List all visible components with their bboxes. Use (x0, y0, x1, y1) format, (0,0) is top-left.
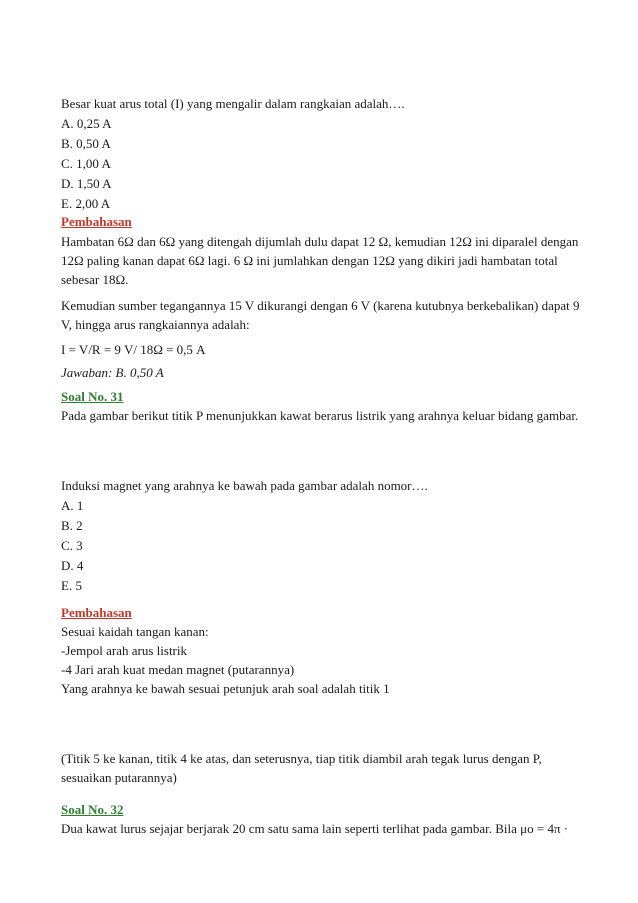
option-d: D. 4 (61, 558, 84, 573)
pembahasan-line: -Jempol arah arus listrik (61, 643, 187, 658)
pembahasan-line: Kemudian sumber tegangannya 15 V dikurangi dengan 6 V (karena kutubnya berkebalikan) dapat 9 (61, 298, 580, 313)
question-30-text: Besar kuat arus total (I) yang mengalir dalam rangkaian adalah…. (61, 96, 405, 111)
pembahasan-heading: Pembahasan (61, 214, 132, 229)
pembahasan-line: V, hingga arus rangkaiannya adalah: (61, 317, 250, 332)
pembahasan-line: -4 Jari arah kuat medan magnet (putarannya) (61, 662, 295, 677)
question-32-heading: Soal No. 32 (61, 802, 124, 817)
pembahasan-line: Hambatan 6Ω dan 6Ω yang ditengah dijumlah dulu dapat 12 Ω, kemudian 12Ω ini diparalel dengan (61, 234, 579, 249)
option-b: B. 2 (61, 518, 83, 533)
option-e: E. 5 (61, 578, 82, 593)
option-e: E. 2,00 A (61, 196, 111, 211)
question-32-intro: Dua kawat lurus sejajar berjarak 20 cm satu sama lain seperti terlihat pada gambar. Bila μo = 4π · (61, 821, 569, 836)
formula: I = V/R = 9 V/ 18Ω = 0,5 A (61, 342, 206, 357)
option-a: A. 1 (61, 498, 84, 513)
option-c: C. 3 (61, 538, 83, 553)
option-a: A. 0,25 A (61, 116, 112, 131)
pembahasan-heading: Pembahasan (61, 605, 132, 620)
pembahasan-note: (Titik 5 ke kanan, titik 4 ke atas, dan seterusnya, tiap titik diambil arah tegak lurus dengan P, (61, 751, 542, 766)
option-b: B. 0,50 A (61, 136, 111, 151)
answer: Jawaban: B. 0,50 A (61, 365, 164, 380)
question-31-heading: Soal No. 31 (61, 389, 124, 404)
pembahasan-line: Sesuai kaidah tangan kanan: (61, 624, 209, 639)
pembahasan-note: sesuaikan putarannya) (61, 770, 177, 785)
pembahasan-line: 12Ω paling kanan dapat 6Ω lagi. 6 Ω ini jumlahkan dengan 12Ω yang dikiri jadi hambatan total (61, 253, 558, 268)
option-c: C. 1,00 A (61, 156, 111, 171)
option-d: D. 1,50 A (61, 176, 112, 191)
pembahasan-line: sebesar 18Ω. (61, 272, 129, 287)
question-31-intro: Pada gambar berikut titik P menunjukkan kawat berarus listrik yang arahnya keluar bidang gambar. (61, 408, 579, 423)
question-31-text: Induksi magnet yang arahnya ke bawah pada gambar adalah nomor…. (61, 478, 428, 493)
pembahasan-line: Yang arahnya ke bawah sesuai petunjuk arah soal adalah titik 1 (61, 681, 390, 696)
